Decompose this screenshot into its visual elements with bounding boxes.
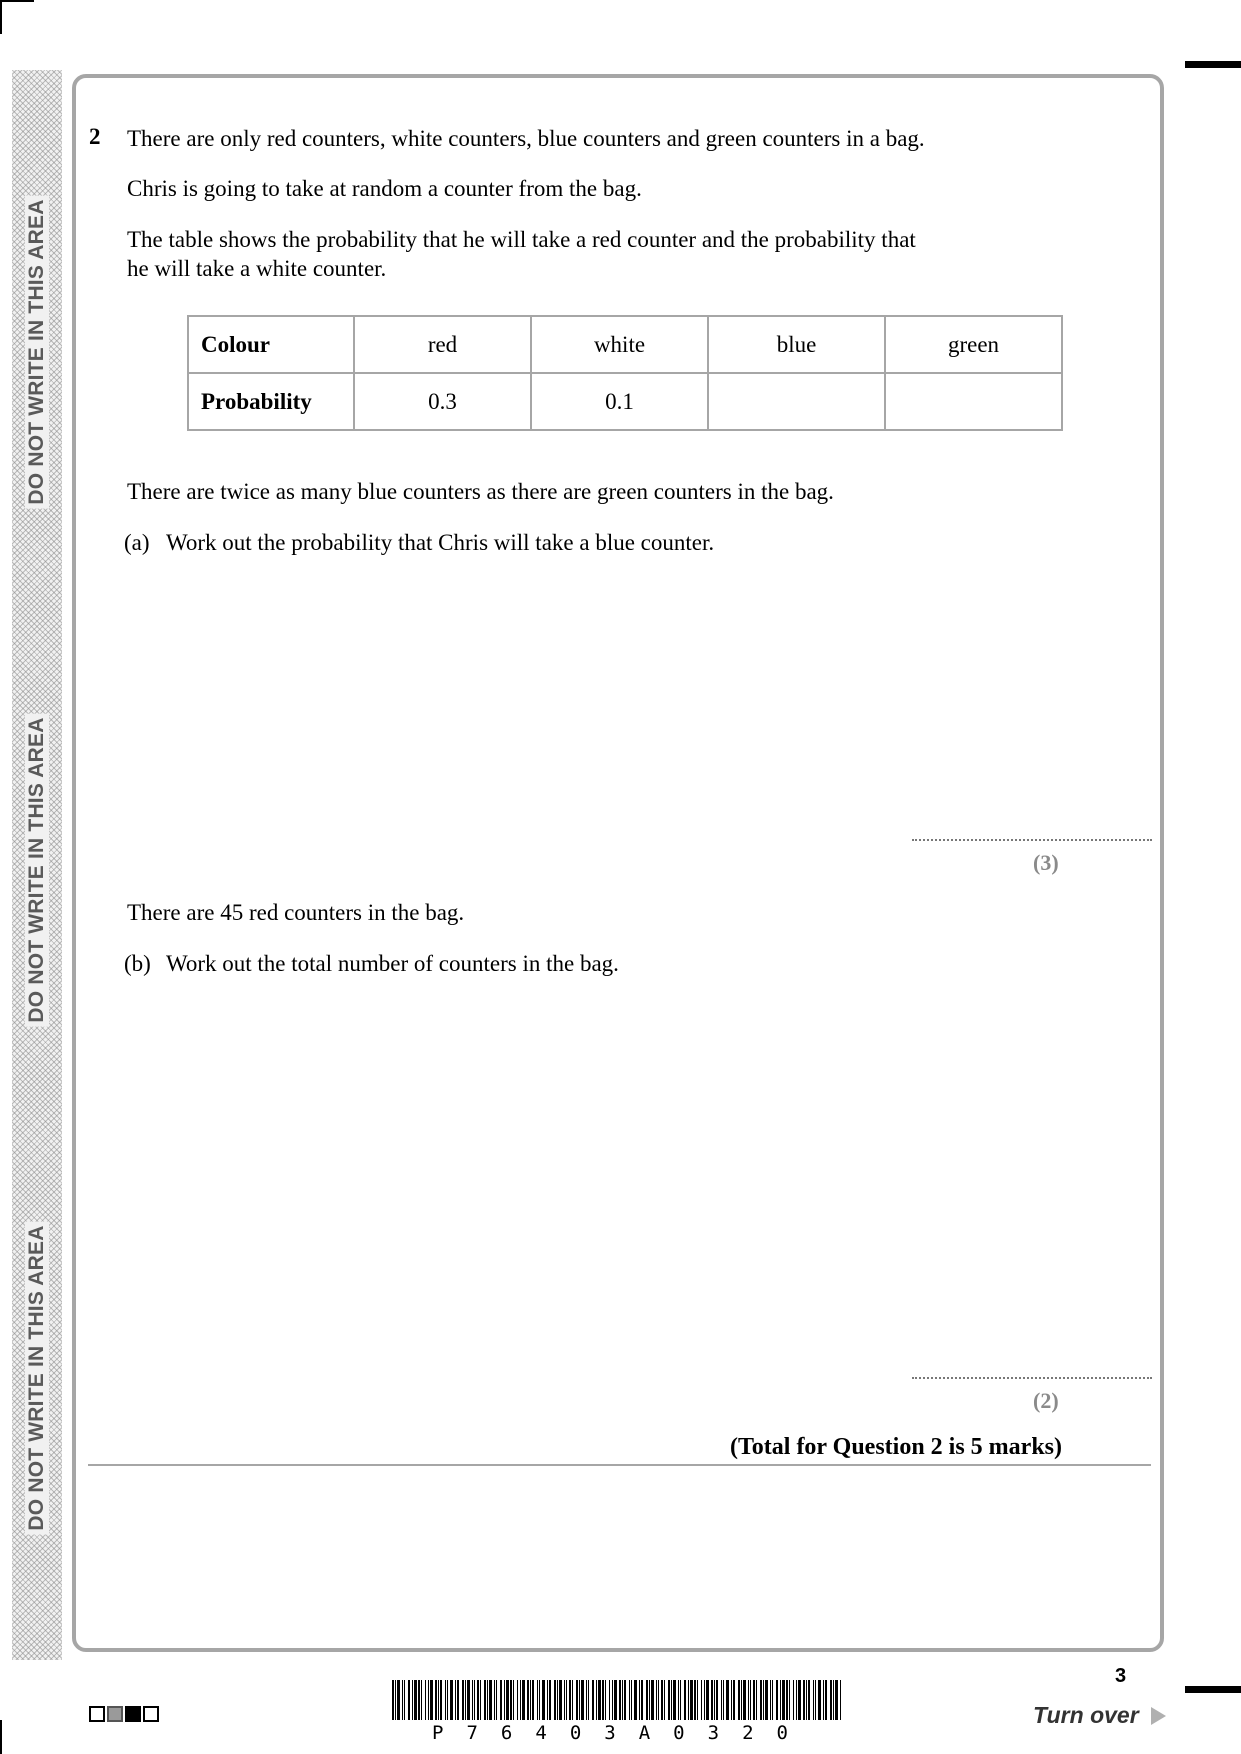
barcode-bar: [651, 1680, 654, 1720]
barcode-bar: [539, 1680, 540, 1720]
barcode-bar: [474, 1680, 475, 1720]
barcode-bar: [605, 1680, 606, 1720]
divider: [88, 1464, 1151, 1466]
barcode-bar: [770, 1680, 771, 1720]
barcode-bar: [609, 1680, 610, 1720]
barcode-bar: [678, 1680, 679, 1720]
barcode-bar: [646, 1680, 648, 1720]
barcode-bar: [425, 1680, 426, 1720]
barcode-bar: [753, 1680, 755, 1720]
barcode-bar: [723, 1680, 724, 1720]
table-row: [188, 373, 1062, 430]
barcode-bar: [395, 1680, 396, 1720]
barcode-bar: [457, 1680, 459, 1720]
barcode-bar: [780, 1680, 781, 1720]
barcode-bar: [624, 1680, 626, 1720]
barcode-bar: [731, 1680, 732, 1720]
barcode-bar: [430, 1680, 433, 1720]
barcode-bar: [815, 1680, 816, 1720]
indicator-square: [125, 1706, 141, 1722]
page-number: 3: [1115, 1665, 1127, 1687]
barcode-bar: [445, 1680, 446, 1720]
barcode-bar: [760, 1680, 762, 1720]
barcode-bar: [557, 1680, 558, 1720]
barcode-bar: [706, 1680, 709, 1720]
barcode-bar: [793, 1680, 794, 1720]
barcode-bar: [566, 1680, 567, 1720]
barcode-bar: [510, 1680, 512, 1720]
barcode-bar: [549, 1680, 551, 1720]
barcode-bar: [532, 1680, 534, 1720]
barcode-bar: [506, 1680, 509, 1720]
barcode-bar: [743, 1680, 746, 1720]
barcode-bar: [629, 1680, 630, 1720]
barcode-bar: [598, 1680, 601, 1720]
barcode-bar: [480, 1680, 481, 1720]
barcode-bar: [622, 1680, 623, 1720]
barcode-bar: [803, 1680, 805, 1720]
page-indicator: [89, 1706, 159, 1722]
barcode-bar: [462, 1680, 464, 1720]
question-line: he will take a white counter.: [127, 256, 387, 281]
barcode-bar: [813, 1680, 814, 1720]
barcode-bar: [694, 1680, 696, 1720]
answer-line-a[interactable]: [912, 839, 1152, 841]
barcode-bar: [688, 1680, 689, 1720]
barcode-bar: [840, 1680, 841, 1720]
barcode-bar: [455, 1680, 456, 1720]
barcode-bar: [782, 1680, 785, 1720]
barcode-bar: [765, 1680, 768, 1720]
part-a-label: (a): [124, 530, 150, 555]
part-b-question: Work out the total number of counters in the bag.: [166, 951, 619, 976]
barcode-bar: [559, 1680, 562, 1720]
barcode-bar: [786, 1680, 788, 1720]
barcode-bar: [823, 1680, 824, 1720]
barcode-bar: [658, 1680, 659, 1720]
table-cell: red: [354, 316, 531, 373]
table-cell: green: [885, 316, 1062, 373]
barcode-bar: [631, 1680, 632, 1720]
barcode-bar: [477, 1680, 479, 1720]
question-line: Chris is going to take at random a counter from the bag.: [127, 176, 642, 201]
barcode-bar: [748, 1680, 749, 1720]
barcode-bar: [835, 1680, 838, 1720]
question-info: There are twice as many blue counters as there are green counters in the bag.: [127, 479, 834, 504]
barcode-bar: [414, 1680, 417, 1720]
barcode-bar: [825, 1680, 827, 1720]
edge-mark: [1185, 1686, 1241, 1693]
barcode-bar: [520, 1680, 521, 1720]
part-b-label: (b): [124, 951, 151, 976]
barcode-bar: [714, 1680, 715, 1720]
barcode-bar: [789, 1680, 790, 1720]
barcode-bar: [750, 1680, 751, 1720]
barcode-bar: [440, 1680, 442, 1720]
barcode-bar: [671, 1680, 672, 1720]
answer-frame: [72, 74, 1164, 1652]
barcode-bar: [602, 1680, 604, 1720]
barcode-bar: [656, 1680, 657, 1720]
crop-mark: [0, 0, 2, 34]
barcode-bar: [572, 1680, 573, 1720]
barcode-bar: [690, 1680, 693, 1720]
barcode-bar: [697, 1680, 698, 1720]
barcode-bar: [537, 1680, 538, 1720]
barcode-bar: [641, 1680, 643, 1720]
barcode-bar: [649, 1680, 650, 1720]
barcode-bar: [392, 1680, 394, 1720]
barcode-bar: [450, 1680, 453, 1720]
answer-cell-blue[interactable]: [708, 373, 885, 430]
crop-mark: [0, 1720, 2, 1754]
question-info: There are 45 red counters in the bag.: [127, 900, 465, 925]
barcode-bar: [668, 1680, 670, 1720]
barcode-text: P 7 6 4 0 3 A 0 3 2 0: [432, 1722, 788, 1744]
barcode-bar: [496, 1680, 497, 1720]
barcode-bar: [418, 1680, 420, 1720]
question-intro: There are only red counters, white counters, blue counters and green counters in a bag.: [127, 126, 925, 151]
barcode-bar: [522, 1680, 525, 1720]
barcode-bar: [798, 1680, 801, 1720]
barcode-bar: [661, 1680, 663, 1720]
table-cell: 0.1: [531, 373, 708, 430]
barcode-bar: [721, 1680, 722, 1720]
barcode-bar: [833, 1680, 834, 1720]
barcode-bar: [581, 1680, 584, 1720]
barcode-bar: [756, 1680, 757, 1720]
barcode-bar: [402, 1680, 403, 1720]
table-cell: 0.3: [354, 373, 531, 430]
barcode-bar: [542, 1680, 545, 1720]
barcode-bar: [772, 1680, 773, 1720]
barcode-bar: [527, 1680, 529, 1720]
barcode-bar: [472, 1680, 473, 1720]
barcode-bar: [806, 1680, 807, 1720]
answer-cell-green[interactable]: [885, 373, 1062, 430]
table-header: Colour: [188, 316, 354, 373]
barcode-bar: [733, 1680, 735, 1720]
barcode-bar: [487, 1680, 488, 1720]
answer-line-b[interactable]: [912, 1377, 1152, 1379]
barcode-bar: [447, 1680, 448, 1720]
crop-mark: [0, 0, 34, 2]
barcode-bar: [701, 1680, 702, 1720]
table-cell: blue: [708, 316, 885, 373]
barcode-bar: [704, 1680, 705, 1720]
question-line: The table shows the probability that he will take a red counter and the probability that: [127, 227, 916, 252]
indicator-square: [107, 1706, 123, 1722]
barcode-bar: [576, 1680, 578, 1720]
barcode-bar: [634, 1680, 637, 1720]
barcode-bar: [588, 1680, 589, 1720]
barcode-bar: [513, 1680, 514, 1720]
barcode-bar: [796, 1680, 797, 1720]
barcode-bar: [554, 1680, 556, 1720]
barcode-bar: [673, 1680, 676, 1720]
barcode-bar: [592, 1680, 594, 1720]
barcode-bar: [639, 1680, 640, 1720]
barcode-bar: [435, 1680, 437, 1720]
barcode-bar: [763, 1680, 764, 1720]
barcode-bar: [818, 1680, 821, 1720]
barcode-bar: [500, 1680, 502, 1720]
barcode-bar: [776, 1680, 778, 1720]
table-header: Probability: [188, 373, 354, 430]
marks-b: (2): [1033, 1388, 1059, 1413]
barcode-bar: [465, 1680, 466, 1720]
barcode-bar: [741, 1680, 742, 1720]
barcode-bar: [711, 1680, 713, 1720]
barcode-bar: [614, 1680, 617, 1720]
barcode-bar: [404, 1680, 405, 1720]
table-cell: white: [531, 316, 708, 373]
indicator-square: [143, 1706, 159, 1722]
barcode-bar: [530, 1680, 531, 1720]
turn-over-label: Turn over: [1033, 1702, 1139, 1728]
barcode-bar: [726, 1680, 729, 1720]
marks-a: (3): [1033, 850, 1059, 875]
edge-mark: [1185, 61, 1241, 68]
barcode-bar: [808, 1680, 810, 1720]
barcode-bar: [716, 1680, 718, 1720]
barcode-bar: [684, 1680, 686, 1720]
arrow-right-icon: [1151, 1707, 1166, 1725]
part-a-question: Work out the probability that Chris will take a blue counter.: [166, 530, 715, 555]
question-total: (Total for Question 2 is 5 marks): [729, 1434, 1062, 1460]
barcode-bar: [494, 1680, 495, 1720]
barcode-bar: [412, 1680, 413, 1720]
barcode-bar: [680, 1680, 681, 1720]
barcode-bar: [428, 1680, 429, 1720]
indicator-square: [89, 1706, 105, 1722]
barcode-bar: [408, 1680, 410, 1720]
barcode: [392, 1680, 847, 1720]
barcode-bar: [596, 1680, 597, 1720]
barcode-bar: [421, 1680, 422, 1720]
table-row: [188, 316, 1062, 373]
barcode-bar: [664, 1680, 665, 1720]
barcode-bar: [517, 1680, 518, 1720]
barcode-bar: [438, 1680, 439, 1720]
barcode-bar: [504, 1680, 505, 1720]
barcode-bar: [397, 1680, 400, 1720]
barcode-bar: [489, 1680, 492, 1720]
barcode-bar: [569, 1680, 571, 1720]
probability-table: [187, 315, 1063, 431]
question-number: 2: [89, 124, 101, 149]
barcode-bar: [484, 1680, 486, 1720]
barcode-bar: [619, 1680, 621, 1720]
barcode-bar: [579, 1680, 580, 1720]
barcode-bar: [830, 1680, 832, 1720]
barcode-bar: [564, 1680, 565, 1720]
barcode-bar: [467, 1680, 470, 1720]
barcode-bar: [586, 1680, 587, 1720]
barcode-bar: [612, 1680, 613, 1720]
barcode-bar: [738, 1680, 740, 1720]
barcode-bar: [547, 1680, 548, 1720]
